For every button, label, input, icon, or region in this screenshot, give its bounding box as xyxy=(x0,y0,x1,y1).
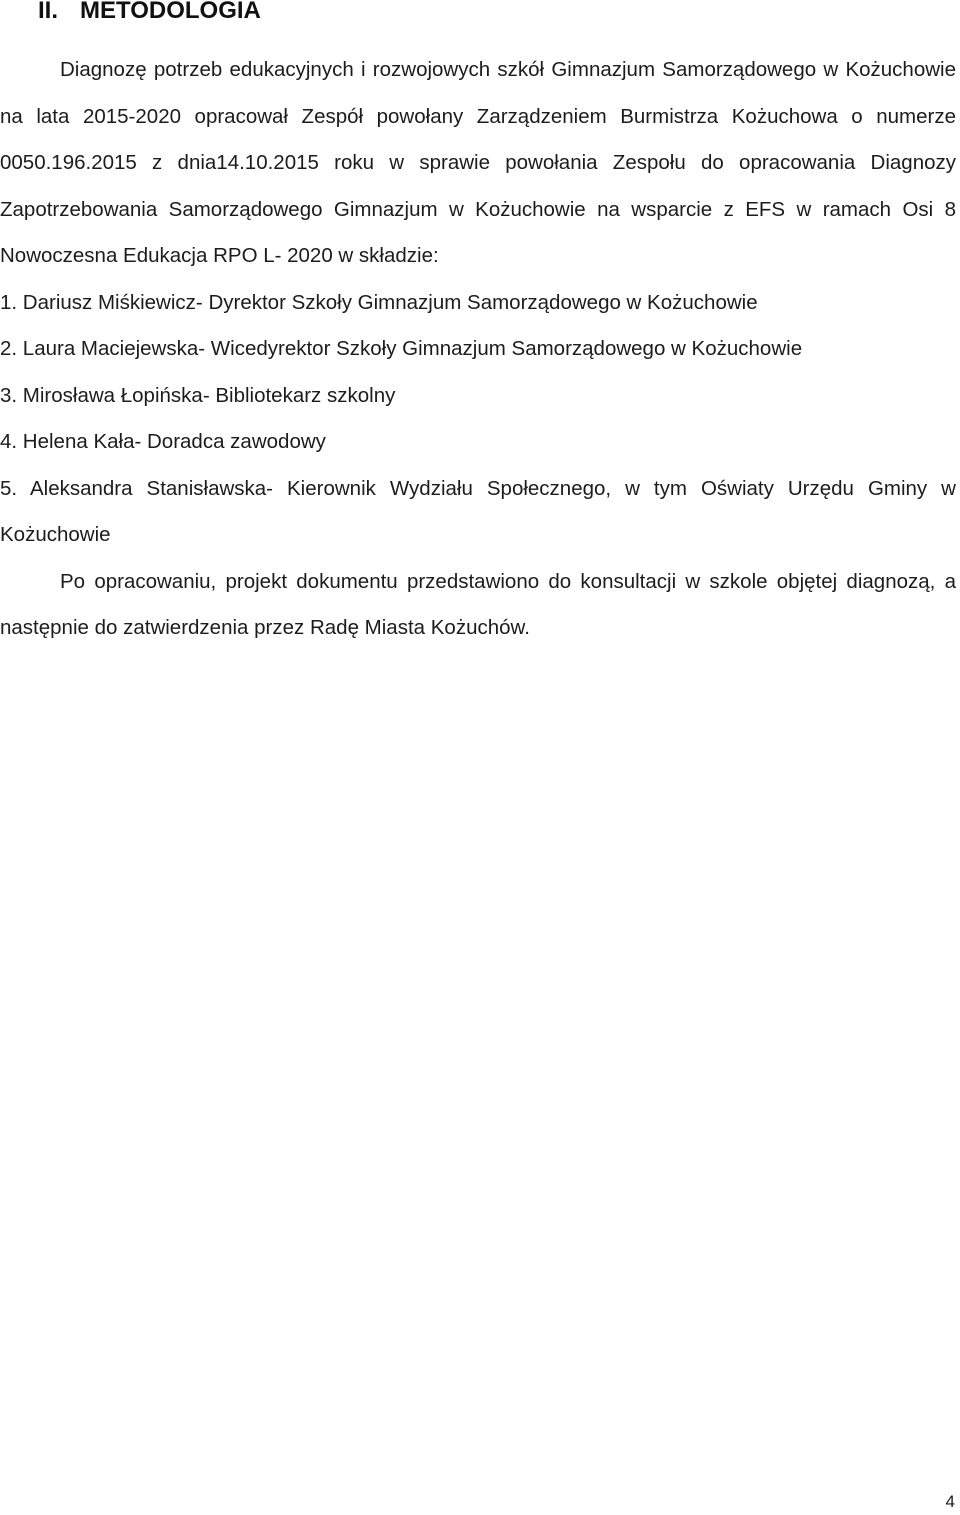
list-item: 2. Laura Maciejewska- Wicedyrektor Szkoły Gimnazjum Samorządowego w Kożuchowie xyxy=(0,337,803,360)
list-item: 5. Aleksandra Stanisławska- Kierownik Wydziału Społecznego, w tym Oświaty Urzędu Gminy w Kożuchowie xyxy=(0,476,956,546)
list-item: 4. Helena Kała- Doradca zawodowy xyxy=(0,430,326,453)
page-number: 4 xyxy=(945,1492,955,1511)
intro-paragraph: Diagnozę potrzeb edukacyjnych i rozwojowych szkół Gimnazjum Samorządowego w Kożuchowie na lata 2015-2020 opracował Zespół powołany Zarządzeniem Burmistrza Kożuchowa o numerze 0050.196.2015 z dnia14.10.2015 roku w sprawie powołania Zespołu do opracowania Diagnozy Zapotrzebowania Samorządowego Gimnazjum w Kożuchowie na wsparcie z EFS w ramach Osi 8 Nowoczesna Edukacja RPO L- 2020 w składzie: xyxy=(0,58,956,267)
list-item: 3. Mirosława Łopińska- Bibliotekarz szkolny xyxy=(0,383,396,407)
document-body xyxy=(0,47,956,652)
team-members-list xyxy=(0,280,956,559)
closing-paragraph: Po opracowaniu, projekt dokumentu przedstawiono do konsultacji w szkole objętej diagnozą, a następnie do zatwierdzenia przez Radę Miasta Kożuchów. xyxy=(0,569,956,639)
list-item: 1. Dariusz Miśkiewicz- Dyrektor Szkoły Gimnazjum Samorządowego w Kożuchowie xyxy=(0,290,758,314)
section-heading xyxy=(38,0,261,27)
section-number: II. xyxy=(38,0,59,24)
section-title: METODOLOGIA xyxy=(80,0,261,24)
